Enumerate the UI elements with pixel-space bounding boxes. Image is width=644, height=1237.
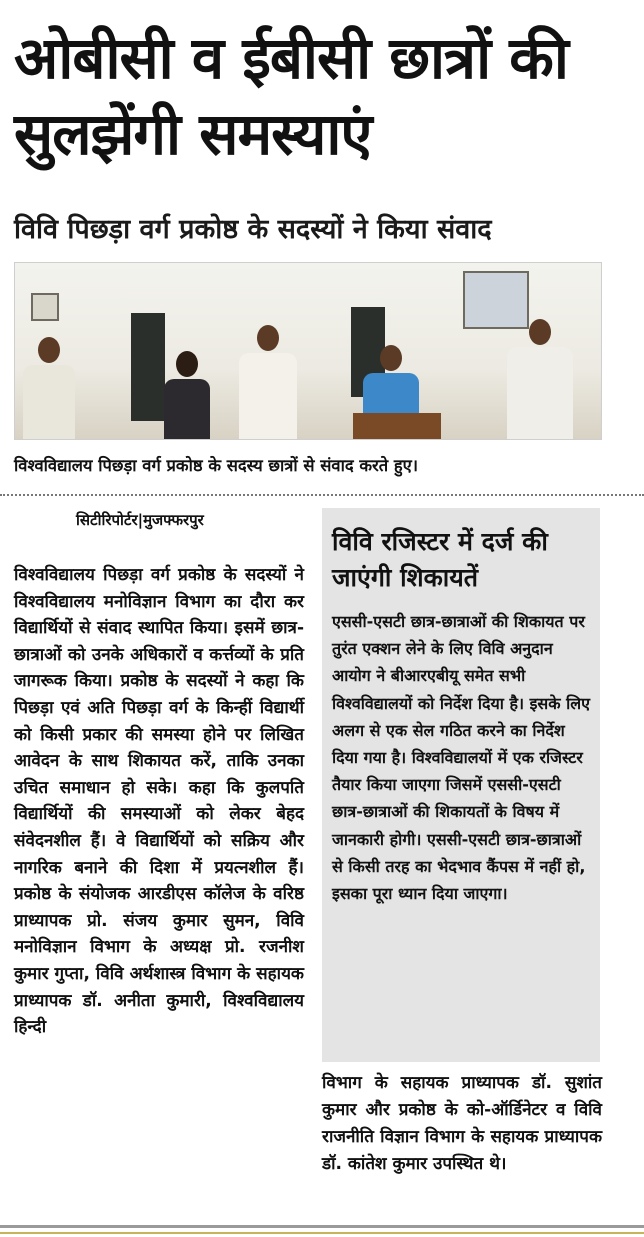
byline: सिटीरिपोर्टर|मुजफ्फरपुर bbox=[76, 511, 204, 529]
bottom-rule bbox=[0, 1225, 644, 1228]
article-body-left: विश्वविद्यालय पिछड़ा वर्ग प्रकोष्ठ के सदस्यों ने विश्वविद्यालय मनोविज्ञान विभाग का दौरा कर विद्यार्थियों से संवाद स्थापित किया। इसमें छात्र-छात्राओं को उनके अधिकारों व कर्त्तव्यों के प्रति जागरूक किया। प्रकोष्ठ के सदस्यों ने कहा कि पिछड़ा एवं अति पिछड़ा वर्ग के किन्हीं विद्यार्थी को किसी प्रकार की समस्या होने पर लिखित आवेदन के साथ शिकायत करें, ताकि उनका उचित समाधान हो सके। कहा कि कुलपति विद्यार्थियों की समस्याओं को लेकर बेहद संवेदनशील हैं। वे विद्यार्थियों को सक्रिय और नागरिक बनाने की दिशा में प्रयत्नशील हैं। प्रकोष्ठ के संयोजक आरडीएस कॉलेज के वरिष्ठ प्राध्यापक प्रो. संजय कुमार सुमन, विवि मनोविज्ञान विभाग के अध्यक्ष प्रो. रजनीश कुमार गुप्ता, विवि अर्थशास्त्र विभाग के सहायक प्राध्यापक डॉ. अनीता कुमारी, विश्वविद्यालय हिन्दी bbox=[14, 565, 304, 1038]
bottom-rule-accent bbox=[0, 1232, 644, 1234]
sidebar-body: एससी-एसटी छात्र-छात्राओं की शिकायत पर तुरंत एक्शन लेने के लिए विवि अनुदान आयोग ने बीआरएबीयू समेत सभी विश्वविद्यालयों को निर्देश दिया है। इसके लिए अलग से एक सेल गठित करने का निर्देश दिया गया है। विश्वविद्यालयों में एक रजिस्टर तैयार किया जाएगा जिसमें एससी-एसटी छात्र-छात्राओं की शिकायतों के विषय में जानकारी होगी। एससी-एसटी छात्र-छात्राओं से किसी तरह का भेदभाव कैंपस में नहीं हो, इसका पूरा ध्यान दिया जाएगा। bbox=[332, 612, 590, 904]
person-5 bbox=[505, 319, 575, 439]
news-photo bbox=[14, 262, 602, 440]
headline: ओबीसी व ईबीसी छात्रों की सुलझेंगी समस्याएं bbox=[14, 24, 568, 168]
photo-caption: विश्वविद्यालय पिछड़ा वर्ग प्रकोष्ठ के सदस्य छात्रों से संवाद करते हुए। bbox=[14, 456, 419, 475]
wall-portrait bbox=[31, 293, 59, 321]
sidebar-title: विवि रजिस्टर में दर्ज की जाएंगी शिकायतें bbox=[332, 527, 548, 592]
sidebar-box bbox=[322, 508, 600, 1062]
caption-divider bbox=[0, 494, 644, 496]
article-body-right: विभाग के सहायक प्राध्यापक डॉ. सुशांत कुमार और प्रकोष्ठ के को-ऑर्डिनेटर व विवि राजनीति विज्ञान विभाग के सहायक प्राध्यापक डॉ. कांतेश कुमार उपस्थित थे। bbox=[322, 1073, 602, 1174]
person-3 bbox=[237, 325, 299, 439]
person-1 bbox=[21, 337, 77, 439]
subheadline: विवि पिछड़ा वर्ग प्रकोष्ठ के सदस्यों ने किया संवाद bbox=[14, 214, 492, 245]
blackboard-left bbox=[131, 313, 165, 421]
podium bbox=[353, 413, 441, 439]
person-2 bbox=[161, 351, 213, 439]
